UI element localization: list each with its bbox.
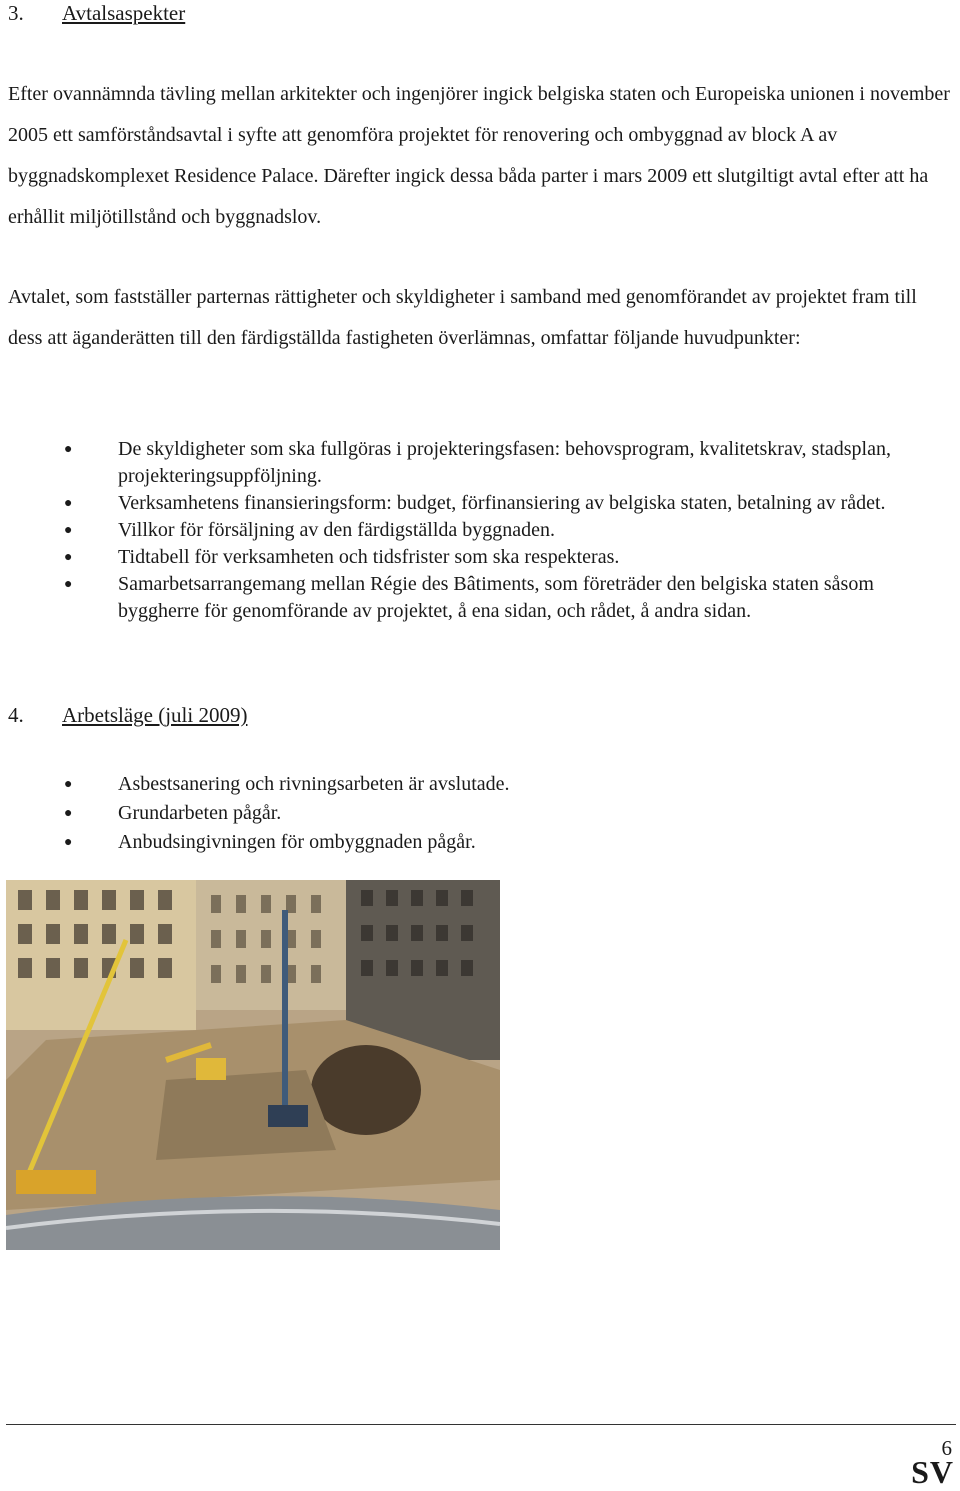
bullet-icon: ● <box>64 835 73 850</box>
section-3-heading <box>8 0 185 26</box>
list-item: ● Anbudsingivningen för ombyggnaden pågår. <box>0 828 960 857</box>
construction-site-illustration <box>6 880 500 1250</box>
section-title: Arbetsläge (juli 2009) <box>62 703 248 727</box>
list-item: ● De skyldigheter som ska fullgöras i projekteringsfasen: behovsprogram, kvalitetskrav, stadsplan, projekteringsuppföljning. <box>64 438 891 487</box>
page-number: 6 <box>941 1436 952 1460</box>
section-number: 3. <box>8 1 24 25</box>
list-item: ● Villkor för försäljning av den färdigställda byggnaden. <box>0 517 960 544</box>
list-item: ● Tidtabell för verksamheten och tidsfrister som ska respekteras. <box>0 544 960 571</box>
bullet-icon: ● <box>64 523 73 538</box>
language-code: SV <box>911 1454 954 1490</box>
bullet-icon: ● <box>64 777 73 792</box>
construction-site-photo <box>6 880 500 1250</box>
list-item: ● Asbestsanering och rivningsarbeten är avslutade. <box>0 770 960 799</box>
list-item: ● Verksamhetens finansieringsform: budget, förfinansiering av belgiska staten, betalning av rådet. <box>0 490 960 517</box>
list-item: ● Grundarbeten pågår. <box>0 799 960 828</box>
bullet-icon: ● <box>64 577 73 592</box>
section-4-heading <box>8 702 247 728</box>
agreement-bullet-list <box>0 436 960 625</box>
list-item: ● Samarbetsarrangemang mellan Régie des Bâtiments, som företräder den belgiska staten såsom byggherre för genomförande av projektet, å ena sidan, och rådet, å andra sidan. <box>64 573 874 622</box>
paragraph-2: Avtalet, som fastställer parternas rättigheter och skyldigheter i samband med genomförandet av projektet fram till dess att äganderätten till den färdigställda fastigheten överlämnas, omfattar följande huvudpunkter: <box>8 286 917 349</box>
bullet-icon: ● <box>64 442 73 457</box>
bullet-icon: ● <box>64 496 73 511</box>
status-bullet-list <box>0 770 960 857</box>
bullet-icon: ● <box>64 550 73 565</box>
section-number: 4. <box>8 703 24 727</box>
footer-divider <box>6 1424 956 1425</box>
bullet-icon: ● <box>64 806 73 821</box>
paragraph-1: Efter ovannämnda tävling mellan arkitekter och ingenjörer ingick belgiska staten och Europeiska unionen i november 2005 ett samförståndsavtal i syfte att genomföra projektet för renovering och ombyggnad av block A av byggnadskomplexet Residence Palace. Därefter ingick dessa båda parter i mars 2009 ett slutgiltigt avtal efter att ha erhållit miljötillstånd och byggnadslov. <box>8 83 950 228</box>
section-title: Avtalsaspekter <box>62 1 186 25</box>
